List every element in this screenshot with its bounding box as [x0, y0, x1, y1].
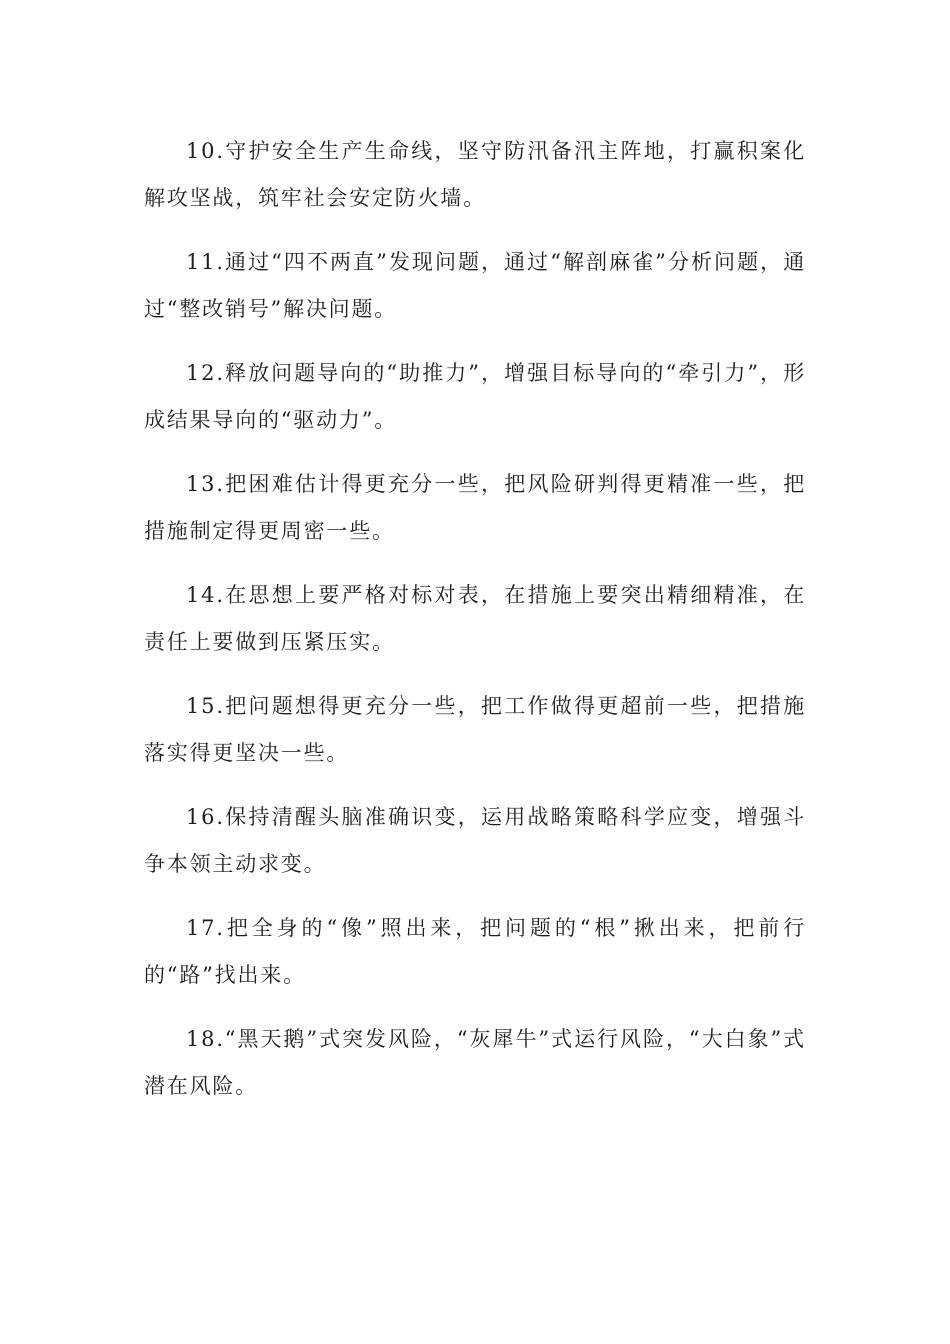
paragraph-16: 16.保持清醒头脑准确识变，运用战略策略科学应变，增强斗争本领主动求变。 — [144, 805, 806, 876]
document-body — [144, 128, 806, 1127]
paragraph-17: 17.把全身的“像”照出来，把问题的“根”揪出来，把前行的“路”找出来。 — [144, 916, 806, 987]
paragraph-18: 18.“黑天鹅”式突发风险，“灰犀牛”式运行风险，“大白象”式潜在风险。 — [144, 1027, 806, 1098]
paragraph-12: 12.释放问题导向的“助推力”，增强目标导向的“牵引力”，形成结果导向的“驱动力”。 — [144, 361, 806, 432]
paragraph-13: 13.把困难估计得更充分一些，把风险研判得更精准一些，把措施制定得更周密一些。 — [144, 472, 806, 543]
paragraph-10: 10.守护安全生产生命线，坚守防汛备汛主阵地，打赢积案化解攻坚战，筑牢社会安定防火墙。 — [144, 139, 806, 210]
paragraph-14: 14.在思想上要严格对标对表，在措施上要突出精细精准，在责任上要做到压紧压实。 — [144, 583, 806, 654]
paragraph-15: 15.把问题想得更充分一些，把工作做得更超前一些，把措施落实得更坚决一些。 — [144, 694, 806, 765]
paragraph-11: 11.通过“四不两直”发现问题，通过“解剖麻雀”分析问题，通过“整改销号”解决问题。 — [144, 250, 806, 321]
